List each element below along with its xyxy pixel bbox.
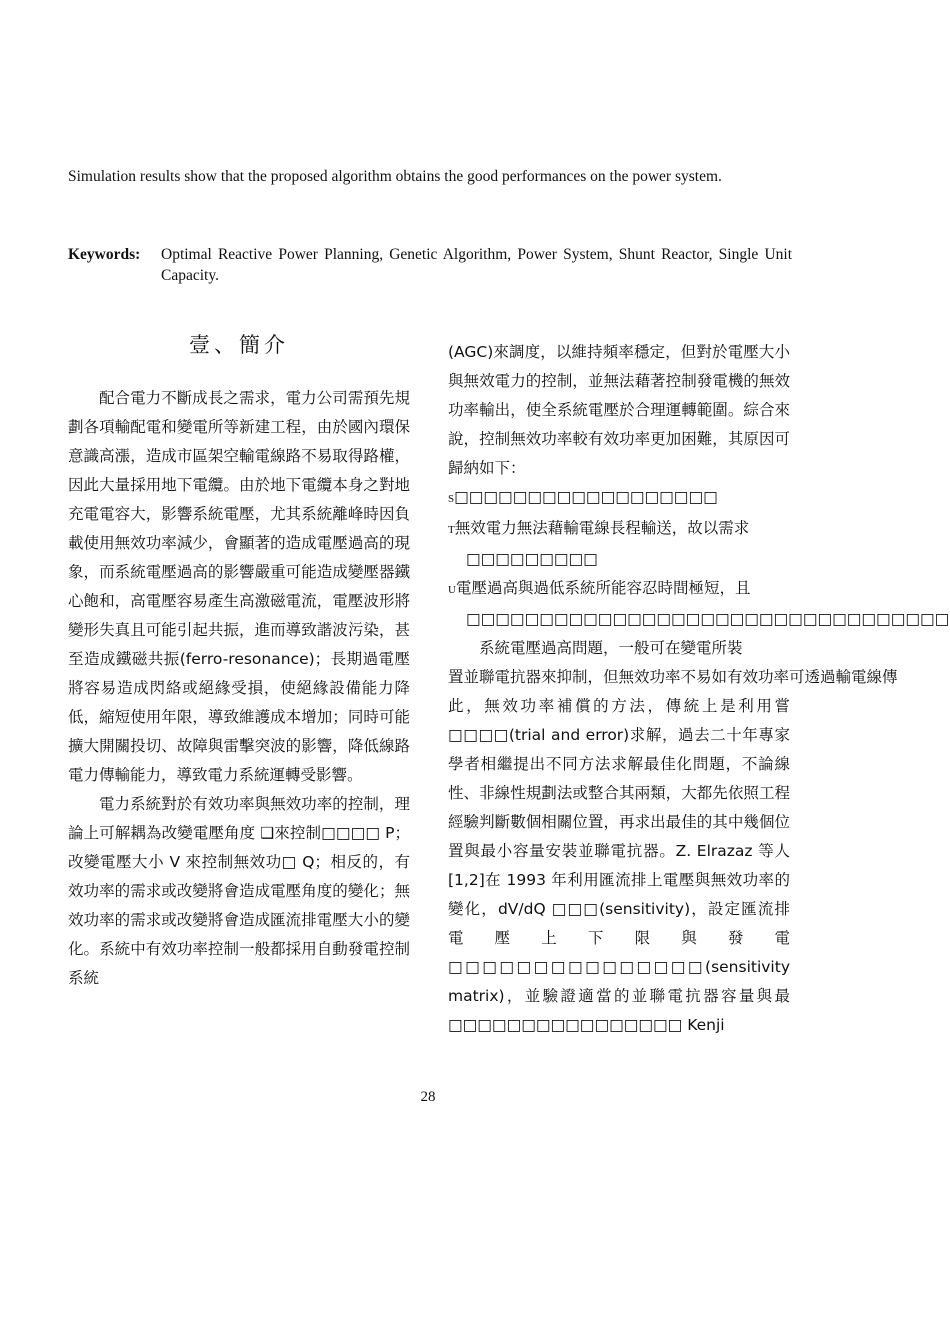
list-item	[448, 574, 950, 634]
keywords-label: Keywords:	[68, 246, 141, 263]
section-title: 壹、簡介	[189, 333, 289, 357]
list-item	[448, 483, 790, 514]
right-paragraph-1: (AGC)來調度，以維持頻率穩定，但對於電壓大小與無效電力的控制，並無法藉著控制發電機的無效功率輸出，使全系統電壓於合理運轉範圍。綜合來說，控制無效功率較有效功率更加困難，其原因可歸納如下：	[448, 343, 790, 477]
right-paragraph-2-first-line: 系統電壓過高問題，一般可在變電所裝	[479, 639, 743, 657]
list-marker: T	[448, 524, 455, 536]
page-number: 28	[420, 1089, 436, 1105]
list-marker: S	[448, 493, 455, 505]
right-paragraph-2-rest: 此，無效功率補償的方法，傳統上是利用嘗□□□□(trial and error)求解，過去二十年專家學者相繼提出不同方法求解最佳化問題，不論線性、非線性規劃法或整合其兩類，大都先依照工程經驗判斷數個相關位置，再求出最佳的其中幾個位置與最小容量安裝並聯電抗器。Z. Elrazaz 等人[1,2]在 1993 年利用匯流排上電壓與無效功率的變化，dV/dQ □□□(sensitivity)，設定匯流排電壓上下限與發電□□□□□□□□□□□□□□□(sensitivity matrix)，並驗證適當的並聯電抗器容量與最□□□□□□□□□□□□□□□□ Kenji	[448, 697, 790, 1034]
list-item-text: 無效電力無法藉輸電線長程輸送，故以需求	[454, 519, 750, 537]
right-paragraph-2-overflow-line: 置並聯電抗器來抑制，但無效功率不易如有效功率可透過輸電線傳	[448, 668, 898, 686]
left-paragraph-2: 電力系統對於有效功率與無效功率的控制，理論上可解耦為改變電壓角度 ❑來控制□□□□ P；改變電壓大小 V 來控制無效功□ Q；相反的，有效功率的需求或改變將會造成電壓角度的變化；無效功率的需求或改變將會造成匯流排電壓大小的變化。系統中有效功率控制一般都採用自動發電控制系統	[68, 795, 410, 987]
abstract-tail-text: Simulation results show that the proposed algorithm obtains the good performances on the power system.	[68, 168, 722, 185]
list-item-text: □□□□□□□□□□□□□□□□□□	[454, 488, 718, 506]
list-marker: U	[448, 584, 456, 596]
keywords-block	[68, 244, 792, 286]
keywords-text: Optimal Reactive Power Planning, Genetic Algorithm, Power System, Shunt Reactor, Single Unit Capacity.	[161, 246, 792, 284]
left-paragraph-1: 配合電力不斷成長之需求，電力公司需預先規劃各項輸配電和變電所等新建工程，由於國內環保意識高漲，造成市區架空輸電線路不易取得路權，因此大量採用地下電纜。由於地下電纜本身之對地充電電容大，影響系統電壓，尤其系統離峰時因負載使用無效功率減少，會顯著的造成電壓過高的現象，而系統電壓過高的影響嚴重可能造成變壓器鐵心飽和，高電壓容易產生高激磁電流，電壓波形將變形失真且可能引起共振，進而導致諧波污染，甚至造成鐵磁共振(ferro-resonance)；長期過電壓將容易造成閃絡或絕緣受損，使絕緣設備能力降低，縮短使用年限，導致維護成本增加；同時可能擴大開關投切、故障與雷擊突波的影響，降低線路電力傳輸能力，導致電力系統運轉受影響。	[68, 389, 410, 784]
list-item-continuation: □□□□□□□□□	[466, 550, 598, 568]
right-column	[448, 338, 950, 1040]
list-item-text: 電壓過高與過低系統所能容忍時間極短，且	[455, 579, 751, 597]
list-item-continuation: □□□□□□□□□□□□□□□□□□□□□□□□□□□□□□□□□	[466, 610, 950, 628]
left-column	[68, 330, 410, 993]
list-item	[448, 514, 790, 574]
